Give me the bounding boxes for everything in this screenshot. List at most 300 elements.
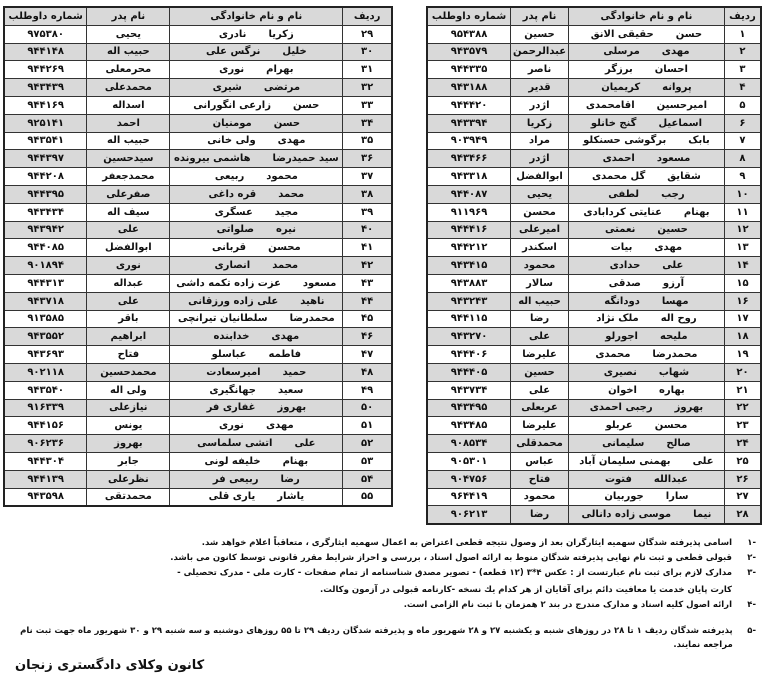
- table-row: [4, 328, 392, 346]
- candidate-number: ۹۴۳۵۴۰: [4, 381, 87, 399]
- candidate-number: ۹۴۴۴۰۶: [427, 346, 511, 364]
- table-row: [427, 292, 761, 310]
- full-name: [170, 43, 343, 61]
- row-number: ۲۲: [724, 399, 761, 417]
- full-name: [170, 221, 343, 239]
- row-number: ۲۳: [724, 417, 761, 435]
- table-row: [427, 43, 761, 61]
- note-item: [6, 551, 756, 565]
- row-number: ۲۵: [724, 452, 761, 470]
- header-radif: ردیف: [724, 7, 761, 25]
- first-name: حمید: [282, 366, 307, 378]
- row-number: ۲۶: [724, 470, 761, 488]
- full-name: [170, 274, 343, 292]
- note-item: [6, 624, 756, 652]
- row-number: ۸: [724, 150, 761, 168]
- first-name: شقایق: [667, 171, 701, 183]
- table-row: [4, 96, 392, 114]
- last-name: حدادی: [609, 260, 641, 272]
- row-number: ۲۰: [724, 363, 761, 381]
- full-name: [568, 310, 724, 328]
- row-number: ۱۱: [724, 203, 761, 221]
- last-name: گل محمدی: [592, 171, 646, 183]
- last-name: انصاری: [214, 260, 251, 272]
- father-name: بهروز: [87, 435, 170, 453]
- table-row: [4, 185, 392, 203]
- full-name: [568, 399, 724, 417]
- row-number: ۳۳: [343, 96, 392, 114]
- candidates-table-1-28: [426, 6, 762, 525]
- row-number: ۵: [724, 96, 761, 114]
- last-name: امیرسعادت: [206, 366, 261, 378]
- full-name: [568, 470, 724, 488]
- full-name: [568, 203, 724, 221]
- father-name: فتاح: [87, 346, 170, 364]
- candidate-number: ۹۴۳۳۹۴: [427, 114, 511, 132]
- first-name: صالح: [666, 438, 691, 450]
- last-name: غفاری فر: [206, 402, 256, 414]
- candidate-number: ۹۱۶۳۳۹: [4, 399, 87, 417]
- first-name: مسعود: [656, 153, 691, 165]
- first-name: مهدی: [654, 242, 683, 254]
- first-name: شهاب: [658, 366, 690, 378]
- last-name: برگوشی حسنکلو: [583, 135, 667, 147]
- father-name: سالار: [511, 274, 569, 292]
- last-name: قربانی: [211, 242, 247, 254]
- father-name: علیرضا: [511, 417, 569, 435]
- first-name: ناهید: [300, 295, 325, 307]
- table-row: [4, 61, 392, 79]
- first-name: محسن: [268, 242, 301, 254]
- table-row: [4, 25, 392, 43]
- first-name: بهروز: [674, 402, 704, 414]
- candidate-number: ۹۴۳۴۹۵: [427, 399, 511, 417]
- last-name: اتشی سلماسی: [197, 438, 273, 450]
- row-number: ۵۰: [343, 399, 392, 417]
- row-number: ۳۱: [343, 61, 392, 79]
- last-name: مومنیان: [212, 117, 252, 129]
- full-name: [568, 185, 724, 203]
- table-row: [4, 79, 392, 97]
- first-name: نیره: [276, 224, 296, 236]
- row-number: ۳: [724, 61, 761, 79]
- last-name: ملک نژاد: [596, 313, 639, 325]
- row-number: ۶: [724, 114, 761, 132]
- first-name: مهدی: [265, 420, 294, 432]
- table-row: [427, 257, 761, 275]
- first-name: علی: [294, 438, 316, 450]
- full-name: [170, 417, 343, 435]
- row-number: ۴۲: [343, 257, 392, 275]
- candidate-number: ۹۴۳۱۸۸: [427, 79, 511, 97]
- first-name: آرزو: [662, 277, 685, 289]
- full-name: [170, 328, 343, 346]
- table-row: [427, 221, 761, 239]
- last-name: لطفی: [608, 188, 640, 200]
- row-number: ۵۱: [343, 417, 392, 435]
- last-name: نوری: [219, 64, 245, 76]
- first-name: بهنام: [282, 455, 309, 467]
- first-name: حسن: [292, 99, 320, 111]
- full-name: [170, 132, 343, 150]
- row-number: ۴۸: [343, 363, 392, 381]
- father-name: محمدتقی: [87, 488, 170, 506]
- last-name: جوربیان: [604, 491, 644, 503]
- first-name: بهاره: [658, 384, 685, 396]
- last-name: ربیعی فر: [212, 473, 259, 485]
- row-number: ۱۶: [724, 292, 761, 310]
- last-name: عزت زاده تکمه داشی: [176, 277, 281, 289]
- table-row: [427, 399, 761, 417]
- full-name: [170, 203, 343, 221]
- father-name: یحیی: [87, 25, 170, 43]
- candidate-number: ۹۴۳۶۹۳: [4, 346, 87, 364]
- last-name: کریمیان: [601, 82, 641, 94]
- row-number: ۵۵: [343, 488, 392, 506]
- table-row: [4, 417, 392, 435]
- full-name: [170, 488, 343, 506]
- table-row: [427, 79, 761, 97]
- candidate-number: ۹۴۴۳۱۳: [4, 274, 87, 292]
- father-name: محمود: [511, 488, 569, 506]
- header-radif: ردیف: [343, 7, 392, 25]
- full-name: [170, 168, 343, 186]
- full-name: [568, 168, 724, 186]
- table-row: [427, 114, 761, 132]
- last-name: صلواتی: [216, 224, 254, 236]
- last-name: نادری: [218, 28, 247, 40]
- table-row: [427, 488, 761, 506]
- full-name: [568, 346, 724, 364]
- table-row: [427, 363, 761, 381]
- table-row: [427, 132, 761, 150]
- table-row: [4, 488, 392, 506]
- last-name: حقیقی الانق: [590, 28, 654, 40]
- full-name: [568, 363, 724, 381]
- first-name: سعید: [277, 384, 304, 396]
- first-name: زکریا: [268, 28, 294, 40]
- first-name: بابک: [688, 135, 710, 147]
- first-name: ملیحه: [659, 331, 688, 343]
- candidate-number: ۹۴۴۱۱۵: [427, 310, 511, 328]
- candidate-number: ۹۴۴۲۰۸: [4, 168, 87, 186]
- first-name: یاشار: [277, 491, 305, 503]
- father-name: علی: [511, 381, 569, 399]
- full-name: [568, 328, 724, 346]
- father-name: امیرعلی: [511, 221, 569, 239]
- first-name: روح اله: [660, 313, 697, 325]
- first-name: پروانه: [662, 82, 692, 94]
- full-name: [568, 257, 724, 275]
- father-name: احمد: [87, 114, 170, 132]
- row-number: ۴: [724, 79, 761, 97]
- last-name: نعمتی: [605, 224, 636, 236]
- father-name: باقر: [87, 310, 170, 328]
- full-name: [568, 381, 724, 399]
- father-name: جابر: [87, 452, 170, 470]
- note-continuation: کارت پایان خدمت یا معافیت دائم برای آقایان از هر کدام یك نسخه -کارنامه قبولی در آزمون وکالت.: [320, 585, 732, 595]
- row-number: ۳۷: [343, 168, 392, 186]
- first-name: رجب: [661, 188, 685, 200]
- father-name: عبداله: [87, 274, 170, 292]
- first-name: سارا: [665, 491, 689, 503]
- row-number: ۳۸: [343, 185, 392, 203]
- last-name: زارعی انگورانی: [193, 99, 271, 111]
- father-name: حسین: [511, 363, 569, 381]
- row-number: ۱۰: [724, 185, 761, 203]
- row-number: ۲۸: [724, 506, 761, 524]
- full-name: [170, 25, 343, 43]
- row-number: ۳۴: [343, 114, 392, 132]
- table-row: [4, 274, 392, 292]
- candidate-number: ۹۶۴۴۱۹: [427, 488, 511, 506]
- first-name: بهرام: [266, 64, 294, 76]
- header-name: نام و نام خانوادگی: [170, 7, 343, 25]
- footer-title: کانون وکلای دادگستری زنجان: [15, 658, 205, 673]
- note-text: ارائه اصول کلیه اسناد و مدارک مندرج در بند ۲ همزمان با ثبت نام الزامی است.: [403, 600, 732, 610]
- father-name: حسین: [511, 25, 569, 43]
- candidate-number: ۹۴۳۷۳۴: [427, 381, 511, 399]
- first-name: عبدالله: [653, 473, 688, 485]
- row-number: ۱۲: [724, 221, 761, 239]
- full-name: [170, 470, 343, 488]
- first-name: حسن: [273, 117, 301, 129]
- row-number: ۷: [724, 132, 761, 150]
- note-number: -۲: [747, 553, 756, 563]
- full-name: [568, 150, 724, 168]
- candidate-number: ۹۴۳۲۷۰: [427, 328, 511, 346]
- father-name: علیرضا: [511, 346, 569, 364]
- last-name: خدابنده: [213, 331, 250, 343]
- first-name: علی: [692, 455, 714, 467]
- row-number: ۱۸: [724, 328, 761, 346]
- note-item: [6, 536, 756, 550]
- table-row: [427, 203, 761, 221]
- father-name: اسداله: [87, 96, 170, 114]
- last-name: یاری قلی: [208, 491, 256, 503]
- full-name: [568, 61, 724, 79]
- first-name: احسان: [654, 64, 688, 76]
- first-name: محسن: [654, 420, 688, 432]
- first-name: خلیل: [282, 46, 307, 58]
- father-name: مراد: [511, 132, 569, 150]
- candidate-number: ۹۴۳۷۱۸: [4, 292, 87, 310]
- first-name: محمد: [278, 188, 305, 200]
- last-name: شیری: [212, 82, 242, 94]
- row-number: ۵۳: [343, 452, 392, 470]
- row-number: ۲۷: [724, 488, 761, 506]
- table-row: [4, 114, 392, 132]
- row-number: ۳۶: [343, 150, 392, 168]
- table-row: [4, 132, 392, 150]
- note-number: -۴: [747, 600, 756, 610]
- father-name: ابوالفضل: [511, 168, 569, 186]
- row-number: ۴۶: [343, 328, 392, 346]
- table-row: [427, 274, 761, 292]
- first-name: محمدرضا: [652, 349, 698, 361]
- header-father: نام پدر: [87, 7, 170, 25]
- full-name: [568, 292, 724, 310]
- candidate-number: ۹۴۴۰۸۷: [427, 185, 511, 203]
- candidate-number: ۹۰۶۲۳۶: [4, 435, 87, 453]
- full-name: [170, 257, 343, 275]
- candidate-number: ۹۱۱۹۶۹: [427, 203, 511, 221]
- candidate-number: ۹۰۲۱۱۸: [4, 363, 87, 381]
- candidate-number: ۹۲۵۱۴۱: [4, 114, 87, 132]
- father-name: سیف اله: [87, 203, 170, 221]
- father-name: ناصر: [511, 61, 569, 79]
- father-name: حبیب اله: [87, 43, 170, 61]
- father-name: حبیب اله: [511, 292, 569, 310]
- full-name: [568, 132, 724, 150]
- last-name: اخوان: [608, 384, 637, 396]
- father-name: نوری: [87, 257, 170, 275]
- table-row: [4, 470, 392, 488]
- father-name: عربعلی: [511, 399, 569, 417]
- father-name: نیازعلی: [87, 399, 170, 417]
- candidate-number: ۹۷۵۳۸۰: [4, 25, 87, 43]
- last-name: بیات: [610, 242, 633, 254]
- row-number: ۱۹: [724, 346, 761, 364]
- table-row: [4, 239, 392, 257]
- first-name: محمدرضا: [289, 313, 335, 325]
- full-name: [170, 310, 343, 328]
- last-name: ربیعی: [214, 171, 245, 183]
- first-name: نیما: [693, 509, 712, 521]
- row-number: ۹: [724, 168, 761, 186]
- father-name: عباس: [511, 452, 569, 470]
- first-name: محمد: [272, 260, 299, 272]
- table-row: [427, 25, 761, 43]
- father-name: محرمعلی: [87, 61, 170, 79]
- candidate-number: ۹۴۴۱۶۹: [4, 96, 87, 114]
- father-name: نظرعلی: [87, 470, 170, 488]
- table-row: [427, 168, 761, 186]
- row-number: ۳۲: [343, 79, 392, 97]
- father-name: اسکندر: [511, 239, 569, 257]
- full-name: [568, 274, 724, 292]
- candidate-number: ۹۴۴۲۱۲: [427, 239, 511, 257]
- father-name: صفرعلی: [87, 185, 170, 203]
- full-name: [170, 150, 343, 168]
- candidate-number: ۹۰۶۲۱۳: [427, 506, 511, 524]
- candidate-number: ۹۴۳۵۵۲: [4, 328, 87, 346]
- last-name: احمدی: [602, 153, 635, 165]
- candidate-number: ۹۴۳۴۳۴: [4, 203, 87, 221]
- last-name: محمدی: [595, 349, 631, 361]
- father-name: علی: [87, 221, 170, 239]
- father-name: اژدر: [511, 150, 569, 168]
- first-name: حسن: [675, 28, 703, 40]
- row-number: ۲۴: [724, 435, 761, 453]
- table-row: [427, 346, 761, 364]
- father-name: محسن: [511, 203, 569, 221]
- candidate-number: ۹۴۴۳۰۴: [4, 452, 87, 470]
- father-name: محمود: [511, 257, 569, 275]
- row-number: ۴۰: [343, 221, 392, 239]
- table-row: [4, 363, 392, 381]
- row-number: ۳۵: [343, 132, 392, 150]
- full-name: [170, 292, 343, 310]
- full-name: [170, 435, 343, 453]
- candidate-number: ۹۰۸۵۳۴: [427, 435, 511, 453]
- row-number: ۴۴: [343, 292, 392, 310]
- table-row: [427, 435, 761, 453]
- full-name: [170, 239, 343, 257]
- candidate-number: ۹۰۳۹۴۹: [427, 132, 511, 150]
- candidate-number: ۹۴۳۲۴۳: [427, 292, 511, 310]
- header-father: نام پدر: [511, 7, 569, 25]
- table-row: [4, 203, 392, 221]
- father-name: زکریا: [511, 114, 569, 132]
- last-name: بهمنی سلیمان آباد: [579, 455, 671, 467]
- table-row: [4, 292, 392, 310]
- note-text: اسامی پذیرفته شدگان سهمیه ایثارگران بعد از وصول نتیجه قطعی اعتراض به اعمال سهمیه ایثارگری ، متعاقباً اعلام خواهد شد.: [201, 538, 732, 548]
- table-row: [427, 470, 761, 488]
- last-name: عسگری: [214, 206, 253, 218]
- table-row: [4, 43, 392, 61]
- father-name: رضا: [511, 506, 569, 524]
- last-name: خلیفه لونی: [204, 455, 261, 467]
- father-name: عبدالرحمن: [511, 43, 569, 61]
- last-name: صدقی: [608, 277, 641, 289]
- table-header: [427, 7, 761, 25]
- first-name: مهدی: [277, 135, 306, 147]
- row-number: ۲: [724, 43, 761, 61]
- last-name: نوری: [218, 420, 244, 432]
- father-name: ابوالفضل: [87, 239, 170, 257]
- candidate-number: ۹۴۳۹۴۲: [4, 221, 87, 239]
- full-name: [170, 381, 343, 399]
- table-row: [4, 257, 392, 275]
- row-number: ۱۳: [724, 239, 761, 257]
- header-number: شماره داوطلب: [427, 7, 511, 25]
- table-row: [4, 399, 392, 417]
- first-name: مهدی: [661, 46, 690, 58]
- last-name: نرگس علی: [205, 46, 261, 58]
- candidate-number: ۹۰۱۸۹۴: [4, 257, 87, 275]
- first-name: مرتضی: [263, 82, 301, 94]
- first-name: بهروز: [277, 402, 307, 414]
- full-name: [568, 239, 724, 257]
- first-name: رضا: [280, 473, 300, 485]
- last-name: اقامحمدی: [585, 99, 635, 111]
- full-name: [568, 25, 724, 43]
- candidate-number: ۹۴۳۴۱۵: [427, 257, 511, 275]
- note-text: مدارک لازم برای ثبت نام عبارتست از : عکس ۴*۳ (۱۲ قطعه) - تصویر مصدق شناسنامه از تمام صفحات - کارت ملی - مدرک تحصیلی -: [177, 568, 732, 578]
- full-name: [170, 346, 343, 364]
- table-row: [4, 452, 392, 470]
- father-name: فتاح: [511, 470, 569, 488]
- table-row: [4, 435, 392, 453]
- candidate-number: ۹۴۴۱۴۸: [4, 43, 87, 61]
- candidate-number: ۹۴۴۱۳۹: [4, 470, 87, 488]
- table-row: [4, 150, 392, 168]
- last-name: نصیری: [603, 366, 637, 378]
- first-name: محمود: [266, 171, 298, 183]
- full-name: [568, 488, 724, 506]
- candidate-number: ۹۴۳۵۷۹: [427, 43, 511, 61]
- row-number: ۳۰: [343, 43, 392, 61]
- full-name: [568, 452, 724, 470]
- row-number: ۴۳: [343, 274, 392, 292]
- candidate-number: ۹۴۳۵۴۱: [4, 132, 87, 150]
- father-name: محمدحسین: [87, 363, 170, 381]
- full-name: [568, 96, 724, 114]
- last-name: قره داغی: [208, 188, 257, 200]
- full-name: [568, 114, 724, 132]
- note-item: [6, 566, 756, 597]
